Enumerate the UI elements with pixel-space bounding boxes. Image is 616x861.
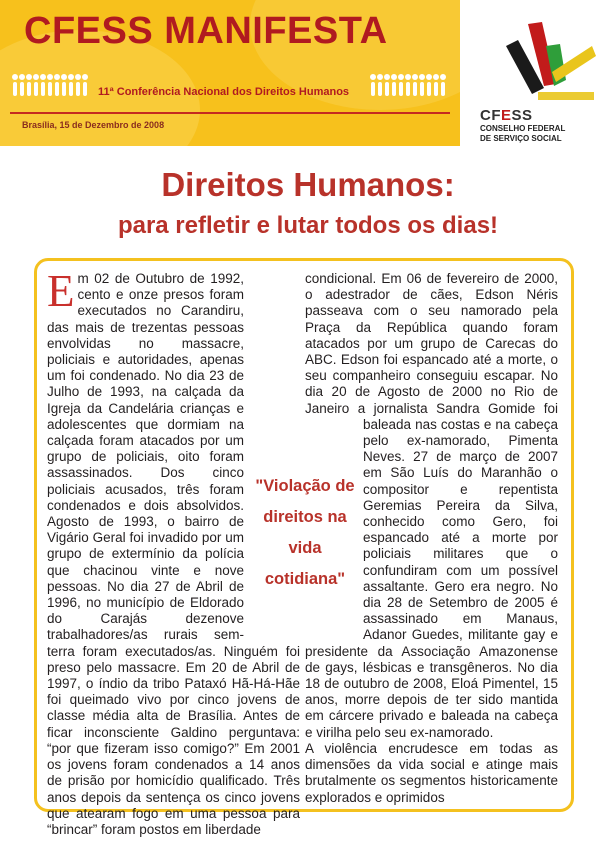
publication-title: CFESS MANIFESTA	[24, 10, 388, 52]
headline: Direitos Humanos:	[161, 166, 455, 203]
logo-name-line-2: DE SERVIÇO SOCIAL	[480, 134, 562, 143]
header-banner	[0, 0, 460, 146]
logo-name-line-1: CONSELHO FEDERAL	[480, 124, 566, 133]
headline-subtitle: para refletir e lutar todos os dias!	[117, 212, 499, 239]
cfess-logo	[478, 16, 608, 144]
issue-date: Brasília, 15 de Dezembro de 2008	[22, 120, 165, 130]
logo-mark-icon	[498, 16, 598, 108]
article-text-right-2: A violência encrudesce em todas as dimensões da vida social e atinge mais brutalmente os segmentos historicamente explorados e oprimidos	[305, 740, 558, 805]
divider	[10, 112, 450, 114]
people-chain-icon	[12, 74, 88, 104]
people-chain-icon	[370, 74, 446, 104]
drop-cap: E	[47, 266, 75, 316]
logo-acronym: CFESS	[480, 107, 533, 124]
article-text-left: m 02 de Outubro de 1992, cento e onze presos foram executados no Carandiru, das mais de trezentas pessoas envolvidas no massacre, policiais e autoridades, apenas um foi condenado. No dia 23 de Julho de 1993, na calçada da Igreja da Candelária crianças e adolescentes que dormiam na calçada foram atacados por um grupo de policiais, oito foram assassinados. Dos cinco policiais acusados, três foram condenados e dois absolvidos. Agosto de 1993, o bairro de Vigário Geral foi invadido por um grupo de extermínio da polícia que chacinou vinte e nove pessoas. No dia 27 de Abril de 1996, no município de Eldorado do Carajás dezenove trabalhadores/as rurais sem-terra foram executados/as. Ninguém foi preso pelo massacre. Em 20 de Abril de 1997, o índio da tribo Pataxó Hã-Há-Hãe foi queimado vivo por cinco jovens de classe média alta de Brasília. Antes de ficar inconsciente Galdino perguntava: “por que fizeram isso comigo?” Em 2001 os jovens foram condenados a 14 anos de prisão por homicídio qualificado. Três anos depois da sentença os cinco jovens que atearam fogo em uma pessoa para “brincar” foram postos em liberdade	[47, 271, 300, 837]
article-text-right: condicional. Em 06 de fevereiro de 2000, o adestrador de cães, Edson Néris passeava com o seu namorado pela Praça da República quando foram atacados por um grupo de Carecas do ABC. Edson foi espancado até a morte, o seu companheiro conseguiu escapar. No dia 20 de Agosto de 2000 no Rio de Janeiro a jornalista Sandra Gomide foi baleada nas costas e na cabeça pelo ex-namorado, Pimenta Neves. 27 de março de 2007 em São Luís do Maranhão o compositor e repentista Geremias Pereira da Silva, conhecido como Gero, foi espancado até a morte por policiais militares que o confundiram com um possível assaltante. Gero era negro. No dia 28 de Setembro de 2005 é assassinado em Manaus, Adanor Guedes, militante gay e presidente da Associação Amazonense de gays, lésbicas e transgêneros. No dia 18 de outubro de 2008, Eloá Pimentel, 15 anos, morre depois de ter sido mantida em cárcere privado e baleada na cabeça e virilha pelo seu ex-namorado.	[305, 271, 558, 740]
conference-subtitle: 11ª Conferência Nacional dos Direitos Humanos	[98, 86, 350, 98]
pull-quote: "Violação de direitos na vida cotidiana"	[255, 477, 355, 588]
